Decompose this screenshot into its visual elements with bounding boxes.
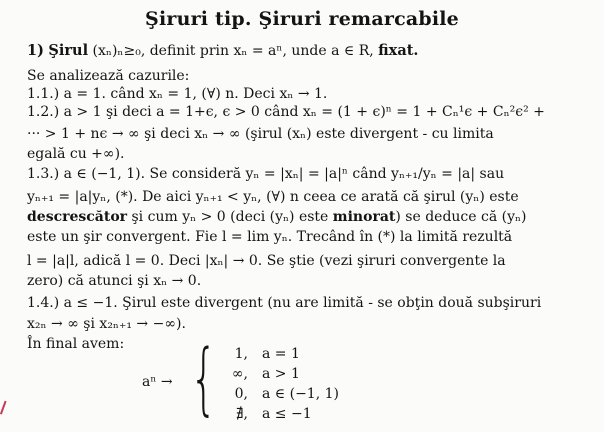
case-value: 1,: [234, 346, 248, 362]
limit-lhs: aⁿ →: [142, 374, 173, 390]
section-fixed: fixat.: [378, 42, 419, 59]
case-condition: a ≤ −1: [262, 406, 312, 422]
term-minorat: minorat: [332, 209, 396, 225]
case-condition: a = 1: [262, 346, 300, 362]
text-line: 1.1.) a = 1. când xₙ = 1, (∀) n. Deci xₙ → 1.: [27, 86, 328, 102]
section-heading: [27, 42, 418, 60]
text-line: yₙ₊₁ = |a|yₙ, (*). De aici yₙ₊₁ < yₙ, (∀) n ceea ce arată că şirul (yₙ) este: [27, 189, 519, 205]
text-line: Se analizează cazurile:: [27, 68, 190, 84]
text-fragment: şi cum yₙ > 0 (deci (yₙ) este: [127, 209, 333, 225]
section-definition: , definit prin xₙ = aⁿ, unde a ∈ R,: [140, 43, 374, 59]
text-line: egală cu +∞).: [27, 146, 125, 162]
text-line: ··· > 1 + nϵ → ∞ şi deci xₙ → ∞ (şirul (xₙ) este divergent - cu limita: [27, 126, 494, 142]
text-fragment: ) se deduce că (yₙ): [395, 209, 527, 225]
section-label: Şirul: [48, 42, 89, 59]
case-value: 0,: [234, 386, 248, 402]
left-brace: {: [190, 334, 218, 424]
text-line: x₂ₙ → ∞ şi x₂ₙ₊₁ → −∞).: [27, 316, 186, 332]
case-condition: a ∈ (−1, 1): [262, 386, 339, 402]
section-sequence: (xₙ)ₙ≥₀: [92, 43, 141, 59]
case-condition: a > 1: [262, 366, 300, 382]
text-line: 1.4.) a ≤ −1. Şirul este divergent (nu are limită - se obţin două subşiruri: [27, 295, 542, 311]
page-title: Şiruri tip. Şiruri remarcabile: [145, 8, 459, 30]
text-line: zero) că atunci şi xₙ → 0.: [27, 273, 202, 289]
text-line-bold-terms: [27, 208, 527, 226]
text-line: În final avem:: [27, 336, 125, 352]
term-descrescator: descrescător: [27, 209, 128, 225]
text-line: este un şir convergent. Fie l = lim yₙ. Trecând în (*) la limită rezultă: [27, 229, 513, 245]
case-value: ∄,: [235, 406, 248, 422]
text-line: 1.3.) a ∈ (−1, 1). Se consideră yₙ = |xₙ| = |a|ⁿ când yₙ₊₁/yₙ = |a| sau: [27, 166, 505, 182]
text-line: l = |a|l, adică l = 0. Deci |xₙ| → 0. Se ştie (vezi şiruri convergente la: [27, 253, 506, 269]
text-line: 1.2.) a > 1 şi deci a = 1+ϵ, ϵ > 0 când xₙ = (1 + ϵ)ⁿ = 1 + Cₙ¹ϵ + Cₙ²ϵ² +: [27, 104, 545, 120]
case-value: ∞,: [231, 366, 248, 382]
piecewise-limit: [142, 334, 342, 426]
section-number: 1): [27, 42, 44, 59]
pen-mark: [0, 401, 14, 418]
